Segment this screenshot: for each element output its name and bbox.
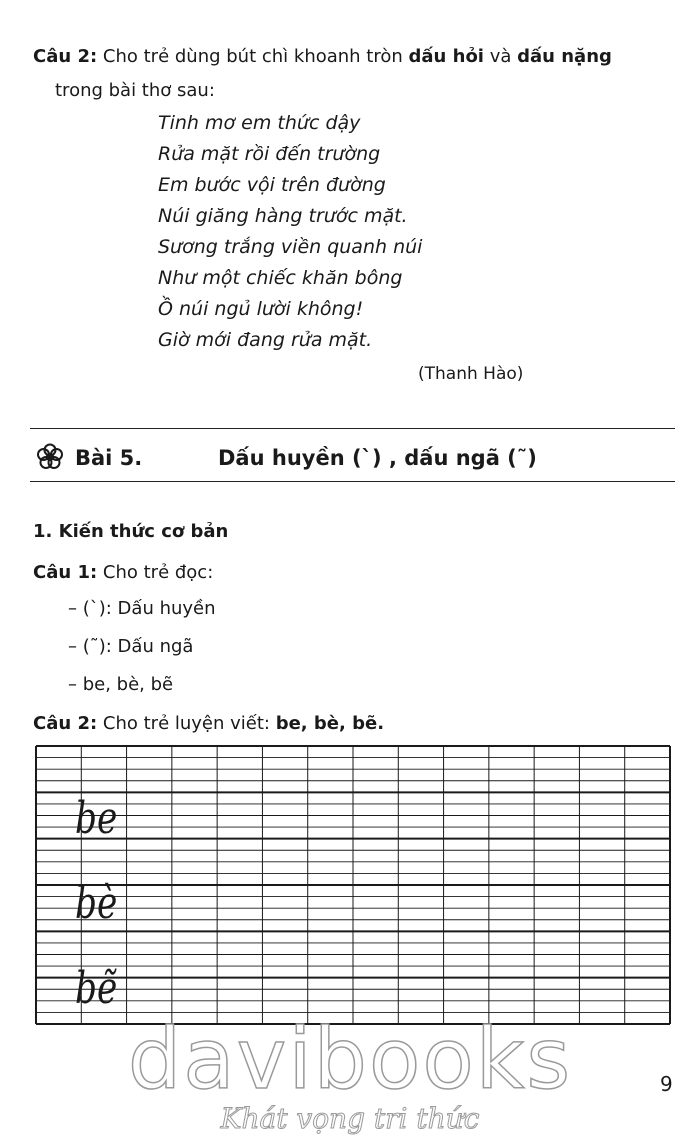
lesson-title: Dấu huyền (`) , dấu ngã (˜) — [218, 446, 537, 470]
question-text: Cho trẻ đọc: — [97, 562, 214, 583]
question-label: Câu 2: — [33, 46, 98, 67]
question-2-writing-prompt — [33, 713, 384, 734]
poem-line: Ồ núi ngủ lười không! — [158, 298, 364, 320]
handwriting-grid-lines — [35, 745, 671, 1025]
list-item: – be, bè, bẽ — [68, 674, 174, 695]
poem-line: Như một chiếc khăn bông — [158, 267, 403, 289]
question-bold-term: dấu nặng — [517, 46, 612, 67]
poem-line: Em bước vội trên đường — [158, 174, 386, 196]
divider — [30, 428, 675, 429]
poem — [158, 108, 422, 356]
question-bold-term: be, bè, bẽ. — [275, 713, 385, 734]
question-text: Cho trẻ luyện viết: — [97, 713, 276, 734]
poem-line: Giờ mới đang rửa mặt. — [158, 329, 373, 351]
poem-author: (Thanh Hào) — [418, 364, 524, 384]
poem-line: Núi giăng hàng trước mặt. — [158, 205, 408, 227]
question-label: Câu 2: — [33, 713, 98, 734]
handwriting-sample: be — [75, 793, 118, 844]
list-item: – (˜): Dấu ngã — [68, 636, 194, 657]
flower-icon — [36, 443, 64, 471]
question-1-prompt — [33, 562, 213, 583]
watermark-brand: davibooks — [127, 1010, 573, 1108]
handwriting-sample: bè — [75, 878, 118, 929]
page-number: 9 — [660, 1072, 673, 1096]
poem-line: Tinh mơ em thức dậy — [158, 112, 361, 134]
handwriting-sample: bẽ — [75, 963, 118, 1014]
question-label: Câu 1: — [33, 562, 98, 583]
list-item: – (`): Dấu huyền — [68, 598, 216, 619]
divider — [30, 481, 675, 482]
question-2-prompt — [33, 46, 612, 67]
poem-line: Rửa mặt rồi đến trường — [158, 143, 381, 165]
question-bold-term: dấu hỏi — [408, 46, 484, 67]
poem-line: Sương trắng viền quanh núi — [158, 236, 423, 258]
section-heading: 1. Kiến thức cơ bản — [33, 521, 229, 542]
watermark-slogan: Khát vọng tri thức — [220, 1102, 480, 1135]
question-text: Cho trẻ dùng bút chì khoanh tròn — [97, 46, 409, 67]
question-2-continuation: trong bài thơ sau: — [55, 80, 215, 101]
handwriting-grid — [35, 745, 671, 1029]
question-text: và — [483, 46, 518, 67]
lesson-number: Bài 5. — [75, 446, 143, 470]
